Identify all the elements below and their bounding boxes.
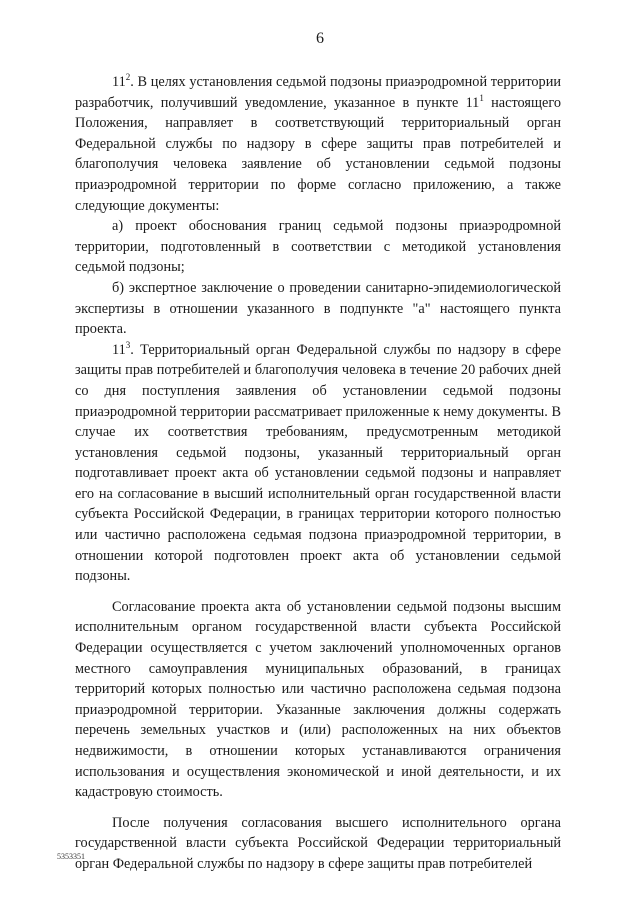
subitem-a: а) проект обоснования границ седьмой подзоны приаэродромной территории, подготовленный в соответствии с методикой установления седьмой подзоны; [75, 218, 561, 276]
paragraph-text-tail: настоящего Положения, направляет в соответствующий территориальный орган Федеральной службы по надзору в сфере защиты прав потребителей и благополучия человека заявление об установлении седьмой подзоны приаэродромной территории по форме согласно приложению, а также следующие документы: [75, 94, 561, 214]
clause-superscript: 2 [125, 72, 131, 82]
paragraph-after-approval: После получения согласования высшего исполнительного органа государственной власти субъекта Российской Федерации территориальный орган Федеральной службы по надзору в сфере защиты прав потребителей [75, 814, 561, 872]
document-body [75, 72, 561, 875]
paragraph-11-2 [75, 72, 561, 216]
reference-superscript: 1 [479, 92, 484, 103]
paragraph-11-3 [75, 340, 561, 587]
paragraph-text: . Территориальный орган Федеральной службы по надзору в сфере защиты прав потребителей и благополучия человека в течение 20 рабочих дней со дня поступления заявления об установлении седьмой подзоны приаэродромной территории рассматривает приложенные к нему документы. В случае их соответствия требованиям, предусмотренным методикой установления седьмой подзоны, указанный территориальный орган подготавливает проект акта об установлении седьмой подзоны и направляет его на согласование в высший исполнительный орган государственной власти субъекта Российской Федерации, в границах территории которого полностью или частично расположена седьмая подзона приаэродромной территории, в отношении которой подготовлен проект акта об установлении седьмой подзоны. [75, 341, 561, 585]
document-code: 5353351 [57, 852, 85, 861]
paragraph-approval: Согласование проекта акта об установлении седьмой подзоны высшим исполнительным органом государственной власти субъекта Российской Федерации осуществляется с учетом заключений уполномоченных органов местного самоуправления муниципальных образований, в границах территорий которых полностью или частично расположена седьмая подзона приаэродромной территории. Указанные заключения должны содержать перечень земельных участков и (или) расположенных на них объектов недвижимости, в отношении которых устанавливаются ограничения использования и осуществления экономической и иной деятельности, и их кадастровую стоимость. [75, 598, 561, 801]
clause-superscript: 3 [125, 339, 131, 350]
subitem-b: б) экспертное заключение о проведении санитарно-эпидемиологической экспертизы в отношении указанного в подпункте "а" настоящего пункта проекта. [75, 279, 561, 338]
page-number: 6 [316, 30, 324, 47]
paragraph-text: . В целях установления седьмой подзоны приаэродромной территории разработчик, получивший уведомление, указанное в пункте 11 [75, 74, 561, 111]
clause-number: 11 [112, 341, 126, 358]
clause-number: 11 [112, 74, 126, 90]
